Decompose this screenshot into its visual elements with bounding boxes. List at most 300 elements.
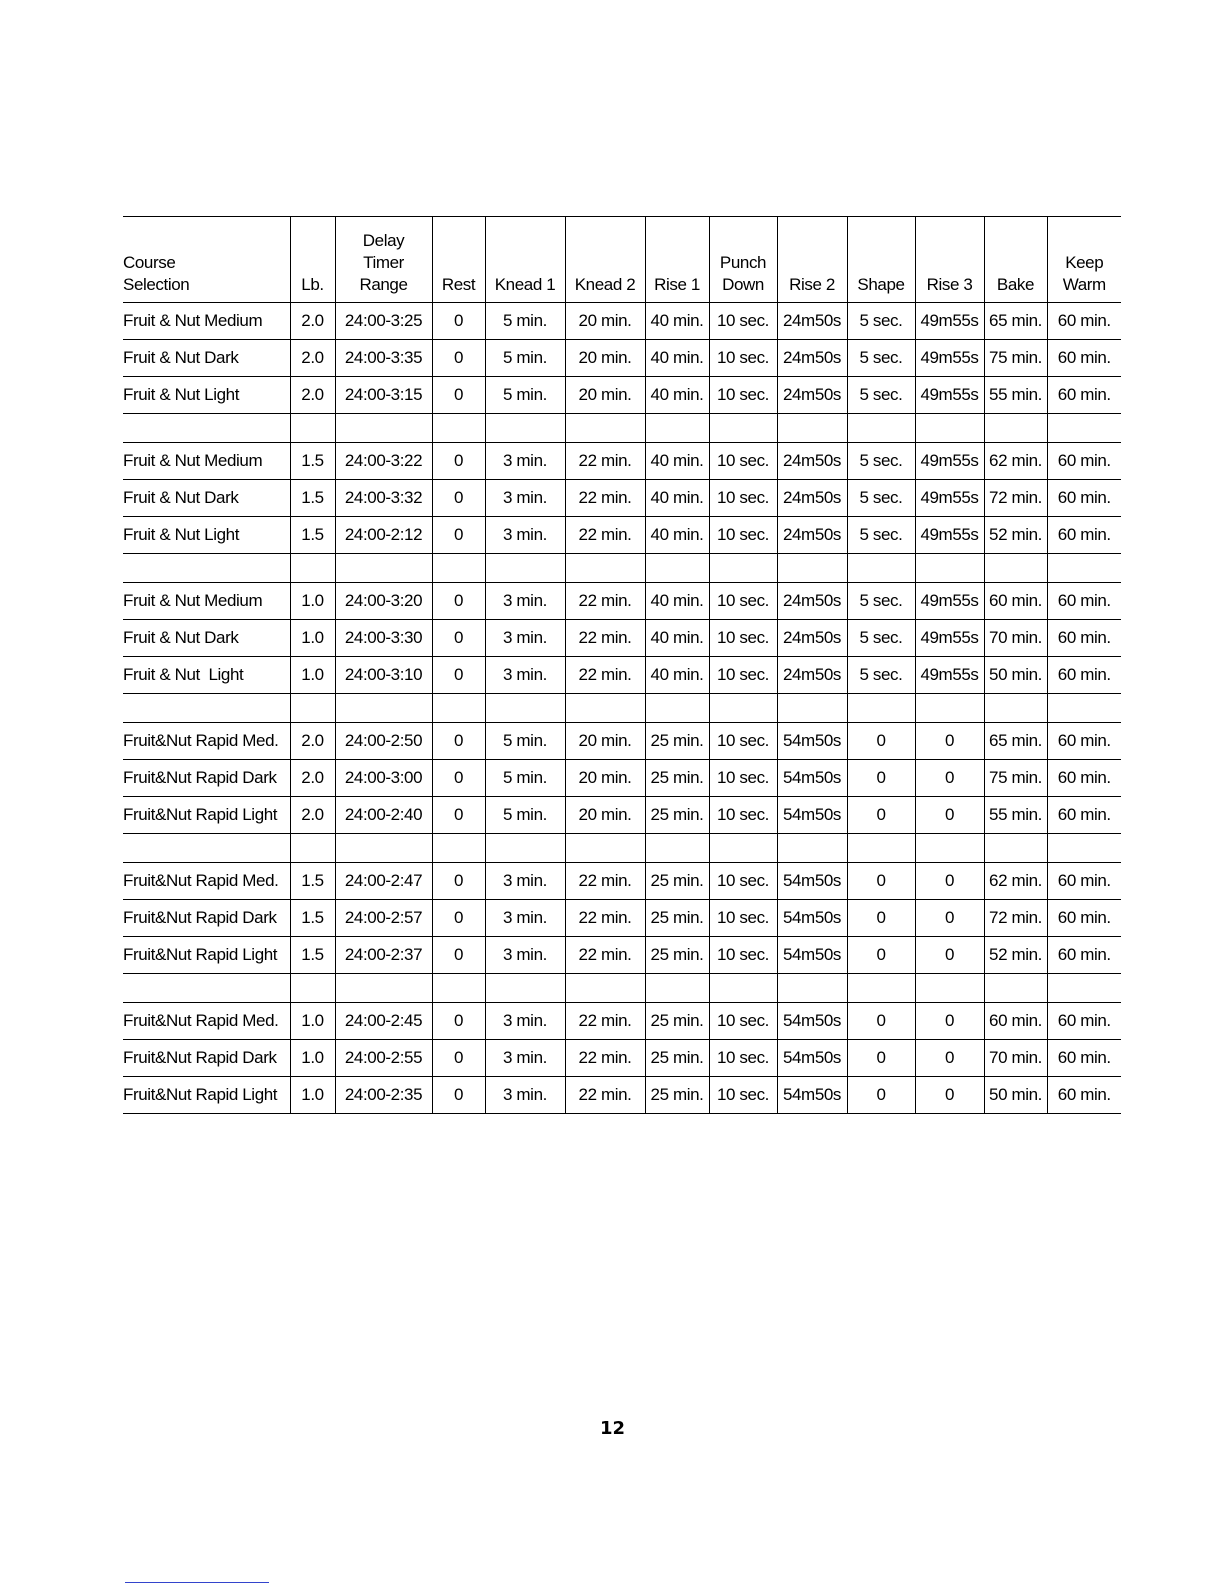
header-line: Punch Down [719, 253, 767, 294]
table-cell: 54m50s [777, 1077, 847, 1114]
header-line: Delay Timer Range [359, 231, 408, 294]
empty-cell [915, 974, 984, 1003]
table-cell: 24:00-2:55 [335, 1040, 432, 1077]
empty-cell [709, 694, 777, 723]
header-line: Knead 2 [574, 275, 636, 294]
table-cell: 1.5 [290, 517, 335, 554]
table-cell: 54m50s [777, 863, 847, 900]
table-cell: 0 [847, 1077, 915, 1114]
table-cell: 3 min. [485, 480, 565, 517]
empty-cell [984, 694, 1047, 723]
table-row [123, 723, 1121, 760]
table-cell: 0 [847, 797, 915, 834]
table-cell: 24m50s [777, 340, 847, 377]
table-cell: Fruit&Nut Rapid Med. [123, 863, 290, 900]
table-cell: Fruit & Nut Medium [123, 303, 290, 340]
table-cell: 24:00-2:57 [335, 900, 432, 937]
table-cell: 22 min. [565, 620, 645, 657]
empty-cell [645, 694, 709, 723]
table-cell: 40 min. [645, 443, 709, 480]
empty-cell [123, 694, 290, 723]
header-shape [847, 217, 915, 303]
header-bake [984, 217, 1047, 303]
spacer-row [123, 414, 1121, 443]
table-cell: 1.5 [290, 900, 335, 937]
table-cell: 1.5 [290, 863, 335, 900]
table-row [123, 583, 1121, 620]
empty-cell [123, 414, 290, 443]
table-cell: Fruit & Nut Light [123, 517, 290, 554]
header-line: Rise 1 [654, 275, 700, 294]
empty-cell [432, 974, 485, 1003]
table-cell: 62 min. [984, 443, 1047, 480]
table-cell: Fruit&Nut Rapid Dark [123, 760, 290, 797]
empty-cell [847, 414, 915, 443]
table-cell: 24m50s [777, 443, 847, 480]
table-cell: 5 sec. [847, 517, 915, 554]
table-cell: 5 sec. [847, 377, 915, 414]
empty-cell [709, 554, 777, 583]
empty-cell [565, 554, 645, 583]
header-line: Knead 1 [494, 275, 556, 294]
table-cell: 60 min. [1047, 760, 1121, 797]
table-cell: 40 min. [645, 517, 709, 554]
table-cell: 3 min. [485, 937, 565, 974]
bread-course-table [123, 216, 1121, 1114]
table-cell: 20 min. [565, 303, 645, 340]
table-cell: 60 min. [1047, 517, 1121, 554]
table-cell: 10 sec. [709, 620, 777, 657]
header-line: Rise 3 [926, 275, 973, 294]
table-cell: 5 min. [485, 377, 565, 414]
empty-cell [123, 554, 290, 583]
table-cell: 50 min. [984, 1077, 1047, 1114]
table-row [123, 1003, 1121, 1040]
table-cell: 60 min. [1047, 863, 1121, 900]
header-punch-down [709, 217, 777, 303]
table-cell: 54m50s [777, 723, 847, 760]
header-delay-timer-range [335, 217, 432, 303]
table-cell: 60 min. [1047, 620, 1121, 657]
table-cell: 22 min. [565, 1040, 645, 1077]
table-cell: Fruit&Nut Rapid Med. [123, 723, 290, 760]
table-cell: 60 min. [1047, 797, 1121, 834]
table-cell: 24:00-3:10 [335, 657, 432, 694]
table-cell: 24:00-2:37 [335, 937, 432, 974]
empty-cell [335, 834, 432, 863]
table-cell: 24:00-3:30 [335, 620, 432, 657]
table-cell: Fruit & Nut Light [123, 657, 290, 694]
empty-cell [123, 834, 290, 863]
table-row [123, 937, 1121, 974]
table-cell: 22 min. [565, 1003, 645, 1040]
table-cell: 49m55s [915, 377, 984, 414]
table-cell: 22 min. [565, 443, 645, 480]
table-cell: 25 min. [645, 900, 709, 937]
table-cell: 60 min. [1047, 900, 1121, 937]
header-course-selection [123, 217, 290, 303]
header-keep-warm [1047, 217, 1121, 303]
table-row [123, 1040, 1121, 1077]
table-cell: 25 min. [645, 863, 709, 900]
table-cell: 22 min. [565, 517, 645, 554]
table-cell: 3 min. [485, 583, 565, 620]
table-cell: 0 [432, 340, 485, 377]
table-cell: 3 min. [485, 900, 565, 937]
table-cell: 50 min. [984, 657, 1047, 694]
table-cell: 10 sec. [709, 377, 777, 414]
empty-cell [984, 834, 1047, 863]
table-cell: 54m50s [777, 1003, 847, 1040]
table-cell: 52 min. [984, 517, 1047, 554]
empty-cell [290, 974, 335, 1003]
table-cell: 24:00-2:50 [335, 723, 432, 760]
table-cell: 0 [432, 480, 485, 517]
table-cell: Fruit & Nut Dark [123, 340, 290, 377]
empty-cell [432, 554, 485, 583]
empty-cell [847, 834, 915, 863]
table-cell: 65 min. [984, 723, 1047, 760]
table-cell: 24:00-3:20 [335, 583, 432, 620]
empty-cell [645, 414, 709, 443]
table-cell: 10 sec. [709, 797, 777, 834]
table-cell: Fruit & Nut Light [123, 377, 290, 414]
table-cell: 5 sec. [847, 657, 915, 694]
table-cell: 0 [432, 863, 485, 900]
empty-cell [432, 694, 485, 723]
table-cell: 54m50s [777, 1040, 847, 1077]
table-cell: 40 min. [645, 583, 709, 620]
table-cell: 60 min. [984, 583, 1047, 620]
table-cell: 0 [915, 797, 984, 834]
table-cell: 0 [432, 723, 485, 760]
table-cell: 25 min. [645, 760, 709, 797]
table-row [123, 480, 1121, 517]
table-cell: 0 [847, 937, 915, 974]
table-cell: 25 min. [645, 1003, 709, 1040]
table-cell: 40 min. [645, 620, 709, 657]
table-cell: 40 min. [645, 340, 709, 377]
table-cell: 24:00-3:25 [335, 303, 432, 340]
table-cell: 5 sec. [847, 340, 915, 377]
table-cell: 10 sec. [709, 657, 777, 694]
table-cell: 2.0 [290, 377, 335, 414]
table-row [123, 797, 1121, 834]
table-cell: 5 sec. [847, 620, 915, 657]
table-cell: 60 min. [1047, 583, 1121, 620]
table-cell: 22 min. [565, 863, 645, 900]
header-knead-1 [485, 217, 565, 303]
table-cell: Fruit&Nut Rapid Light [123, 1077, 290, 1114]
header-line: Rise 2 [789, 275, 835, 294]
table-cell: 3 min. [485, 863, 565, 900]
empty-cell [1047, 834, 1121, 863]
empty-cell [709, 414, 777, 443]
table-cell: 5 min. [485, 303, 565, 340]
table-cell: 5 sec. [847, 303, 915, 340]
table-cell: 3 min. [485, 1003, 565, 1040]
empty-cell [847, 554, 915, 583]
table-cell: 49m55s [915, 517, 984, 554]
table-row [123, 443, 1121, 480]
table-cell: Fruit&Nut Rapid Dark [123, 900, 290, 937]
table-row [123, 377, 1121, 414]
table-cell: 10 sec. [709, 517, 777, 554]
table-cell: 24:00-2:47 [335, 863, 432, 900]
table-cell: 2.0 [290, 723, 335, 760]
table-cell: 0 [432, 517, 485, 554]
table-cell: 10 sec. [709, 583, 777, 620]
table-cell: 5 min. [485, 797, 565, 834]
table-cell: 0 [432, 583, 485, 620]
empty-cell [709, 974, 777, 1003]
header-line: Course Selection [123, 253, 190, 294]
table-cell: 22 min. [565, 480, 645, 517]
empty-cell [1047, 554, 1121, 583]
table-cell: 24:00-3:22 [335, 443, 432, 480]
empty-cell [432, 834, 485, 863]
table-cell: 0 [915, 723, 984, 760]
table-cell: Fruit&Nut Rapid Med. [123, 1003, 290, 1040]
empty-cell [290, 414, 335, 443]
empty-cell [290, 694, 335, 723]
table-cell: 60 min. [1047, 723, 1121, 760]
table-row [123, 303, 1121, 340]
table-row [123, 760, 1121, 797]
header-rest [432, 217, 485, 303]
empty-cell [777, 414, 847, 443]
spacer-row [123, 554, 1121, 583]
table-cell: 49m55s [915, 443, 984, 480]
table-cell: 1.0 [290, 620, 335, 657]
table-cell: 22 min. [565, 583, 645, 620]
table-cell: 60 min. [1047, 1003, 1121, 1040]
table-cell: 72 min. [984, 900, 1047, 937]
table-cell: 54m50s [777, 797, 847, 834]
table-cell: 60 min. [1047, 480, 1121, 517]
table-cell: 10 sec. [709, 937, 777, 974]
page-number: 12 [599, 1418, 626, 1439]
empty-cell [777, 554, 847, 583]
table-cell: 0 [915, 1003, 984, 1040]
table-cell: 5 min. [485, 760, 565, 797]
table-cell: 3 min. [485, 620, 565, 657]
table-cell: 2.0 [290, 760, 335, 797]
table-cell: 0 [915, 900, 984, 937]
table-cell: 10 sec. [709, 1003, 777, 1040]
spacer-row [123, 974, 1121, 1003]
table-cell: 0 [915, 760, 984, 797]
table-cell: Fruit & Nut Medium [123, 583, 290, 620]
spacer-row [123, 834, 1121, 863]
table-cell: 24m50s [777, 303, 847, 340]
table-cell: 60 min. [984, 1003, 1047, 1040]
empty-cell [565, 974, 645, 1003]
table-cell: 5 sec. [847, 443, 915, 480]
table-cell: 3 min. [485, 1040, 565, 1077]
table-cell: 70 min. [984, 620, 1047, 657]
empty-cell [777, 974, 847, 1003]
table-cell: 25 min. [645, 1040, 709, 1077]
table-cell: 22 min. [565, 657, 645, 694]
table-cell: 0 [847, 1040, 915, 1077]
table-cell: 3 min. [485, 657, 565, 694]
empty-cell [984, 974, 1047, 1003]
table-cell: 75 min. [984, 760, 1047, 797]
table-cell: 0 [432, 377, 485, 414]
table-cell: 0 [847, 1003, 915, 1040]
table-cell: 55 min. [984, 797, 1047, 834]
empty-cell [915, 694, 984, 723]
table-cell: 24:00-2:45 [335, 1003, 432, 1040]
table-cell: 24:00-3:15 [335, 377, 432, 414]
table-cell: 22 min. [565, 937, 645, 974]
table-cell: 25 min. [645, 1077, 709, 1114]
table-cell: 3 min. [485, 1077, 565, 1114]
empty-cell [335, 414, 432, 443]
table-cell: 24m50s [777, 620, 847, 657]
table-cell: 0 [432, 797, 485, 834]
table-cell: 24m50s [777, 377, 847, 414]
table-cell: 0 [432, 620, 485, 657]
table-cell: 25 min. [645, 723, 709, 760]
table-cell: 0 [432, 937, 485, 974]
header-rise-3 [915, 217, 984, 303]
table-cell: 1.5 [290, 443, 335, 480]
table-cell: 10 sec. [709, 863, 777, 900]
table-cell: 60 min. [1047, 377, 1121, 414]
table-cell: Fruit&Nut Rapid Light [123, 937, 290, 974]
header-line: Bake [996, 275, 1035, 294]
table-cell: 20 min. [565, 723, 645, 760]
table-cell: 24m50s [777, 517, 847, 554]
empty-cell [847, 974, 915, 1003]
empty-cell [565, 414, 645, 443]
table-cell: 20 min. [565, 377, 645, 414]
table-row [123, 620, 1121, 657]
table-cell: 20 min. [565, 797, 645, 834]
empty-cell [432, 414, 485, 443]
table-cell: 10 sec. [709, 480, 777, 517]
table-cell: 0 [432, 1077, 485, 1114]
table-cell: 24:00-2:12 [335, 517, 432, 554]
empty-cell [335, 554, 432, 583]
empty-cell [847, 694, 915, 723]
table-row [123, 517, 1121, 554]
table-cell: 40 min. [645, 657, 709, 694]
empty-cell [645, 834, 709, 863]
table-cell: 25 min. [645, 797, 709, 834]
table-cell: 2.0 [290, 303, 335, 340]
spacer-row [123, 694, 1121, 723]
table-row [123, 1077, 1121, 1114]
table-cell: 1.0 [290, 583, 335, 620]
table-row [123, 900, 1121, 937]
table-row [123, 657, 1121, 694]
table-cell: 75 min. [984, 340, 1047, 377]
table-cell: 0 [432, 303, 485, 340]
table-cell: 0 [847, 723, 915, 760]
table-cell: 10 sec. [709, 340, 777, 377]
table-cell: 60 min. [1047, 340, 1121, 377]
table-cell: 60 min. [1047, 443, 1121, 480]
empty-cell [915, 554, 984, 583]
empty-cell [290, 554, 335, 583]
empty-cell [565, 694, 645, 723]
table-cell: 24:00-2:35 [335, 1077, 432, 1114]
table-cell: 0 [432, 1040, 485, 1077]
table-cell: Fruit & Nut Dark [123, 620, 290, 657]
table-cell: 62 min. [984, 863, 1047, 900]
empty-cell [915, 834, 984, 863]
table-cell: 5 sec. [847, 480, 915, 517]
empty-cell [1047, 414, 1121, 443]
table-cell: 0 [915, 1040, 984, 1077]
table-cell: 1.0 [290, 1040, 335, 1077]
empty-cell [984, 554, 1047, 583]
table-cell: 0 [847, 760, 915, 797]
table-cell: 24m50s [777, 480, 847, 517]
table-cell: 0 [432, 760, 485, 797]
table-cell: 24:00-3:35 [335, 340, 432, 377]
table-cell: 0 [915, 937, 984, 974]
table-cell: 24m50s [777, 583, 847, 620]
table-cell: 49m55s [915, 583, 984, 620]
empty-cell [1047, 694, 1121, 723]
table-cell: 49m55s [915, 657, 984, 694]
empty-cell [565, 834, 645, 863]
table-cell: 60 min. [1047, 1077, 1121, 1114]
table-cell: 60 min. [1047, 1040, 1121, 1077]
footer-link-underline [125, 1582, 269, 1583]
empty-cell [335, 694, 432, 723]
header-line: Rest [441, 275, 476, 294]
table-cell: 10 sec. [709, 1040, 777, 1077]
empty-cell [485, 694, 565, 723]
table-cell: 0 [847, 863, 915, 900]
table-cell: 54m50s [777, 900, 847, 937]
table-cell: 60 min. [1047, 937, 1121, 974]
table-cell: 22 min. [565, 900, 645, 937]
table-cell: 0 [432, 657, 485, 694]
header-knead-2 [565, 217, 645, 303]
table-cell: 5 min. [485, 340, 565, 377]
table-cell: 40 min. [645, 377, 709, 414]
table-cell: 1.0 [290, 1003, 335, 1040]
empty-cell [123, 974, 290, 1003]
table-body [123, 303, 1121, 1114]
table-cell: 1.5 [290, 937, 335, 974]
table-cell: 10 sec. [709, 1077, 777, 1114]
empty-cell [485, 974, 565, 1003]
empty-cell [777, 834, 847, 863]
table-cell: 3 min. [485, 443, 565, 480]
table-cell: 54m50s [777, 760, 847, 797]
table-cell: 65 min. [984, 303, 1047, 340]
table-cell: 10 sec. [709, 723, 777, 760]
table-cell: Fruit & Nut Medium [123, 443, 290, 480]
table-cell: 55 min. [984, 377, 1047, 414]
empty-cell [485, 554, 565, 583]
table-cell: Fruit&Nut Rapid Light [123, 797, 290, 834]
empty-cell [645, 554, 709, 583]
header-line: Lb. [301, 275, 324, 294]
table-cell: 22 min. [565, 1077, 645, 1114]
table-cell: 60 min. [1047, 303, 1121, 340]
table-cell: 5 sec. [847, 583, 915, 620]
header-line: Keep Warm [1062, 253, 1106, 294]
table-cell: 20 min. [565, 340, 645, 377]
